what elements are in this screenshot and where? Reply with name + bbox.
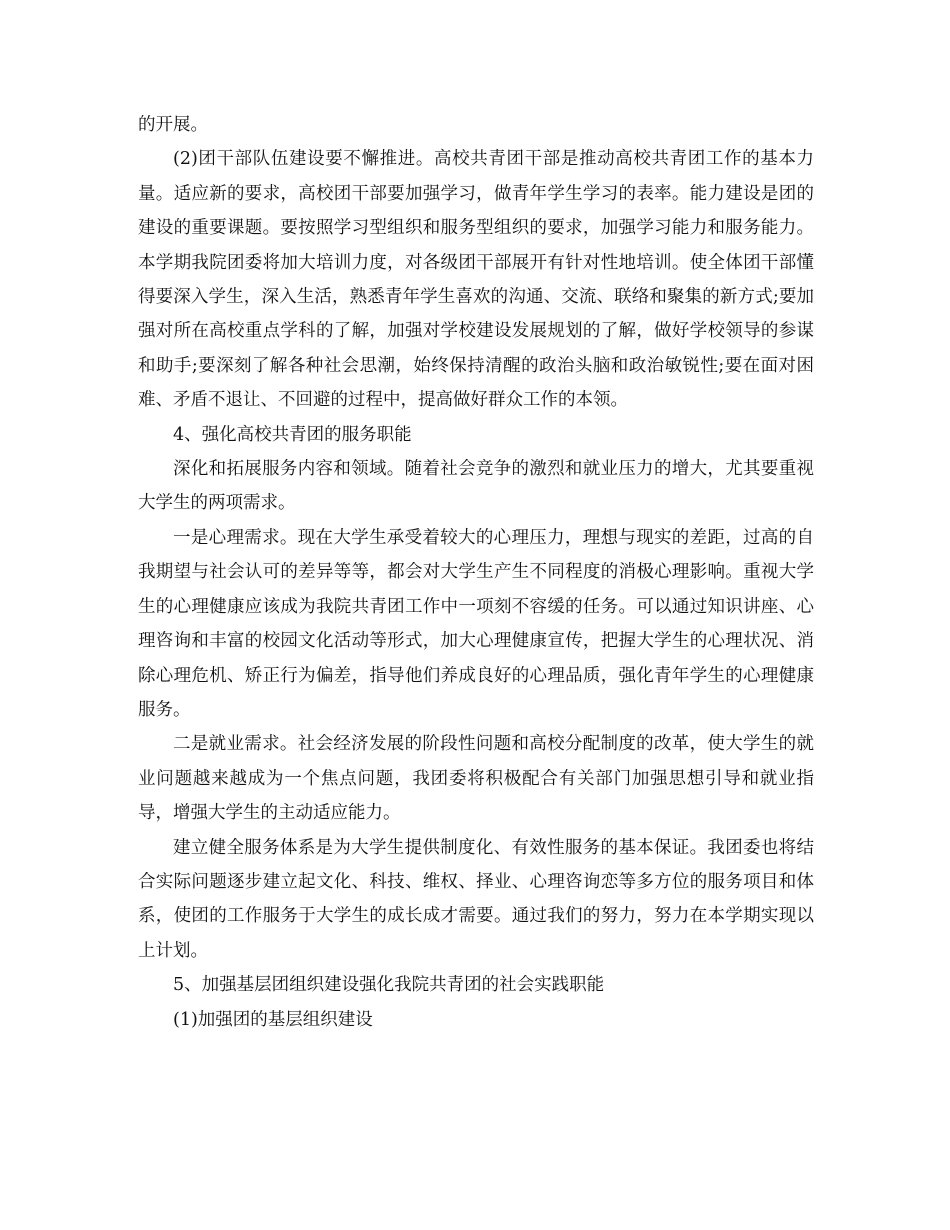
document-page xyxy=(138,108,814,1037)
subsection-heading-grassroots-building: (1)加强团的基层组织建设 xyxy=(173,1009,373,1030)
paragraph-psychological-needs: 一是心理需求。现在大学生承受着较大的心理压力，理想与现实的差距，过高的自我期望与社会认可的差异等等，都会对大学生产生不同程度的消极心理影响。重视大学生的心理健康应该成为我院共青团工作中一项刻不容缓的任务。可以通过知识讲座、心理咨询和丰富的校园文化活动等形式，加大心理健康宣传，把握大学生的心理状况、消除心理危机、矫正行为偏差，指导他们养成良好的心理品质，强化青年学生的心理健康服务。 xyxy=(138,527,814,720)
paragraph-employment-needs: 二是就业需求。社会经济发展的阶段性问题和高校分配制度的改革，使大学生的就业问题越来越成为一个焦点问题，我团委将积极配合有关部门加强思想引导和就业指导，增强大学生的主动适应能力。 xyxy=(138,734,814,824)
paragraph-service-scope: 深化和拓展服务内容和领域。随着社会竞争的激烈和就业压力的增大，尤其要重视大学生的两项需求。 xyxy=(138,459,814,514)
paragraph-service-system: 建立健全服务体系是为大学生提供制度化、有效性服务的基本保证。我团委也将结合实际问题逐步建立起文化、科技、维权、择业、心理咨询恋等多方位的服务项目和体系，使团的工作服务于大学生的成长成才需要。通过我们的努力，努力在本学期实现以上计划。 xyxy=(138,837,814,961)
section-heading-service-function: 4、强化高校共青团的服务职能 xyxy=(173,424,412,445)
paragraph-cadre-building: (2)团干部队伍建设要不懈推进。高校共青团干部是推动高校共青团工作的基本力量。适应新的要求，高校团干部要加强学习，做青年学生学习的表率。能力建设是团的建设的重要课题。要按照学习型组织和服务型组织的要求，加强学习能力和服务能力。本学期我院团委将加大培训力度，对各级团干部展开有针对性地培训。使全体团干部懂得要深入学生，深入生活，熟悉青年学生喜欢的沟通、交流、联络和聚集的新方式;要加强对所在高校重点学科的了解，加强对学校建设发展规划的了解，做好学校领导的参谋和助手;要深刻了解各种社会思潮，始终保持清醒的政治头脑和政治敏锐性;要在面对困难、矛盾不退让、不回避的过程中，提高做好群众工作的本领。 xyxy=(138,149,814,411)
section-heading-grassroots-organization: 5、加强基层团组织建设强化我院共青团的社会实践职能 xyxy=(173,975,605,996)
paragraph-continuation: 的开展。 xyxy=(138,115,208,135)
